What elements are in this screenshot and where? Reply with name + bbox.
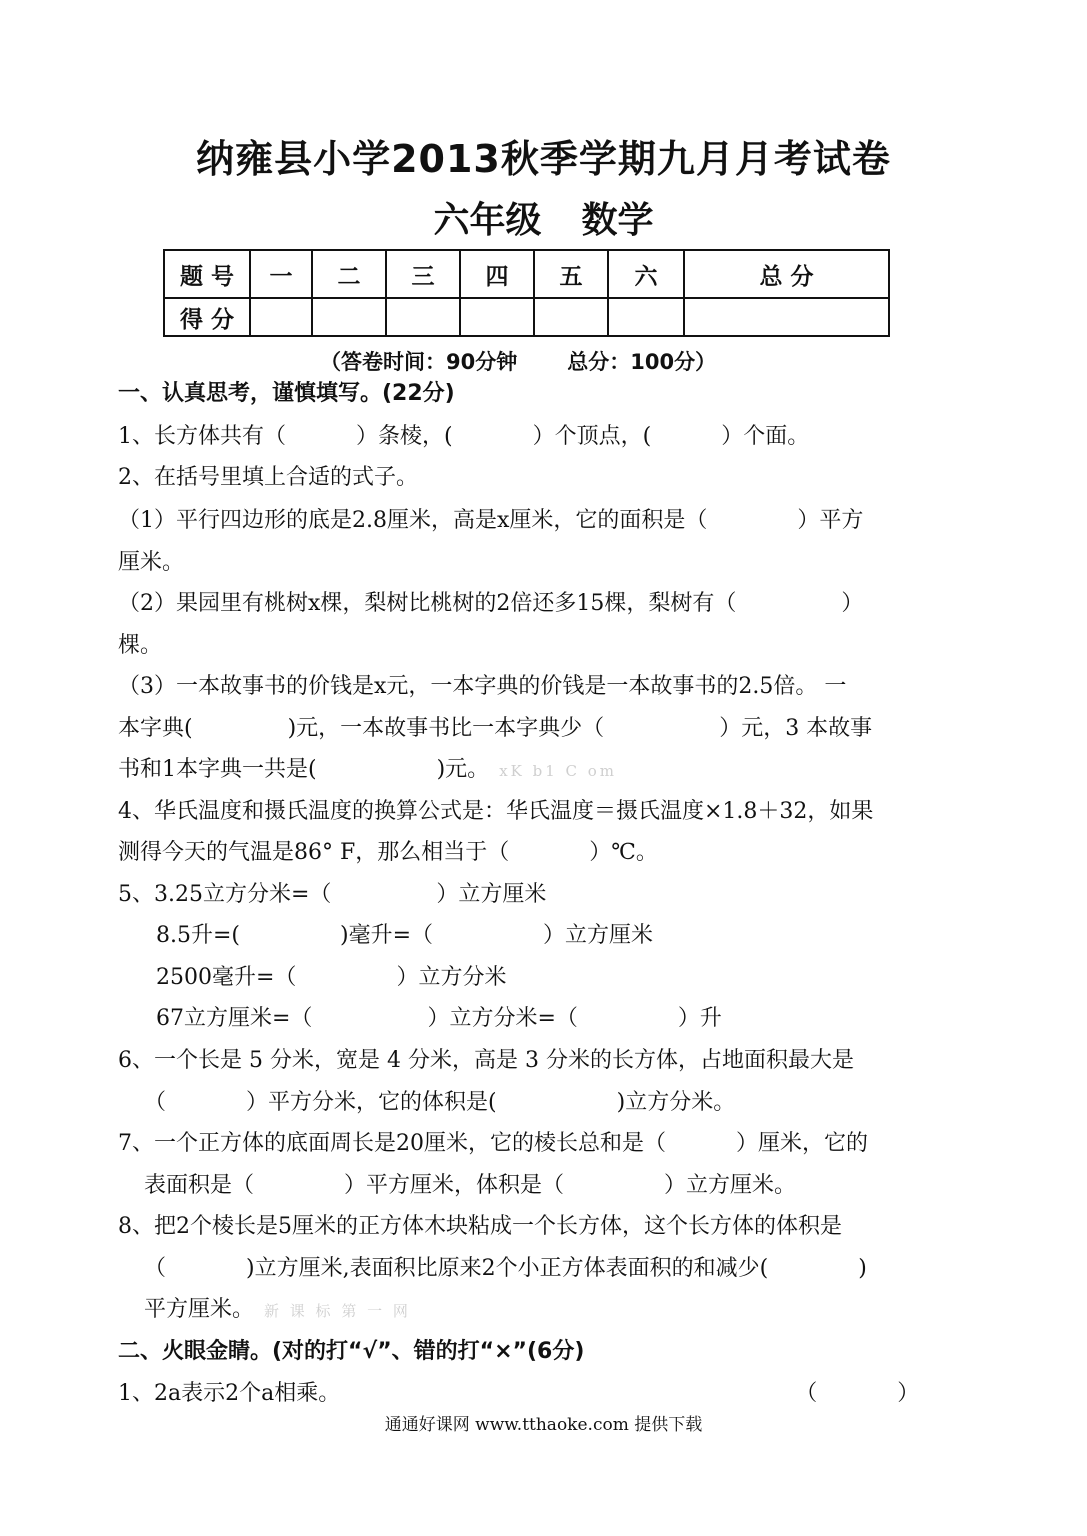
question-5-c: 2500毫升=（ ）立方分米 — [156, 965, 507, 990]
grade-label: 六年级 — [433, 200, 542, 241]
score-cell[interactable] — [460, 298, 534, 336]
question-6-cont: （ ）平方分米，它的体积是( )立方分米。 — [144, 1090, 736, 1115]
section-2-question-1: 1、2a表示2个a相乘。 （ ） — [118, 1381, 920, 1406]
question-4: 4、华氏温度和摄氏温度的换算公式是：华氏温度＝摄氏温度×1.8＋32，如果 — [118, 799, 874, 824]
question-5: 5、3.25立方分米=（ ）立方厘米 — [118, 882, 547, 907]
section-2-title: 二、火眼金睛。(对的打“√”、错的打“×”(6分) — [118, 1339, 585, 1364]
question-number-label: 题 号 — [164, 250, 250, 298]
footer: 通通好课网 www.tthaoke.com 提供下载 — [384, 1415, 703, 1435]
exam-title: 纳雍县小学2013秋季学期九月月考试卷 — [196, 137, 891, 181]
question-2-3: （3）一本故事书的价钱是x元，一本字典的价钱是一本故事书的2.5倍。 一 — [118, 674, 847, 699]
col-1: 一 — [250, 250, 312, 298]
score-cell[interactable] — [386, 298, 460, 336]
question-5-b: 8.5升=( )毫升=（ ）立方厘米 — [156, 923, 654, 948]
col-3: 三 — [386, 250, 460, 298]
grade-subject — [0, 192, 1087, 243]
score-cell[interactable] — [534, 298, 608, 336]
question-2: 2、在括号里填上合适的式子。 — [118, 465, 418, 490]
section-1-title: 一、认真思考，谨慎填写。(22分) — [118, 381, 455, 406]
question-6: 6、一个长是 5 分米，宽是 4 分米，高是 3 分米的长方体，占地面积最大是 — [118, 1048, 854, 1073]
subject-label: 数学 — [581, 200, 654, 241]
score-label: 得 分 — [164, 298, 250, 336]
exam-info — [320, 346, 716, 376]
col-2: 二 — [312, 250, 386, 298]
question-2-2-cont: 棵。 — [118, 633, 163, 658]
col-total: 总 分 — [684, 250, 889, 298]
question-2-2: （2）果园里有桃树x棵，梨树比桃树的2倍还多15棵，梨树有（ ） — [118, 591, 864, 616]
question-7: 7、一个正方体的底面周长是20厘米，它的棱长总和是（ ）厘米，它的 — [118, 1131, 869, 1156]
question-8-cont2: 平方厘米。 新 课 标 第 一 网 — [144, 1297, 411, 1322]
question-2-3-cont2: 书和1本字典一共是( )元。 xK b1 C om — [118, 757, 618, 782]
score-row — [164, 298, 889, 336]
question-8: 8、把2个棱长是5厘米的正方体木块粘成一个长方体，这个长方体的体积是 — [118, 1214, 842, 1239]
question-5-d: 67立方厘米=（ ）立方分米=（ ）升 — [156, 1006, 722, 1031]
col-4: 四 — [460, 250, 534, 298]
question-2-1: （1）平行四边形的底是2.8厘米，高是x厘米，它的面积是（ ）平方 — [118, 508, 864, 533]
score-cell[interactable] — [684, 298, 889, 336]
question-4-cont: 测得今天的气温是86° F，那么相当于（ ）℃。 — [118, 840, 658, 865]
score-cell[interactable] — [312, 298, 386, 336]
question-2-1-cont: 厘米。 — [118, 550, 185, 575]
col-6: 六 — [608, 250, 684, 298]
question-8-cont: （ )立方厘米,表面积比原来2个小正方体表面积的和减少( ) — [144, 1256, 867, 1281]
watermark: xK b1 C om — [499, 762, 618, 780]
question-7-cont: 表面积是（ ）平方厘米，体积是（ ）立方厘米。 — [144, 1173, 797, 1198]
score-table — [163, 249, 890, 337]
question-2-3-cont: 本字典( )元，一本故事书比一本字典少（ ）元，3 本故事 — [118, 716, 873, 741]
col-5: 五 — [534, 250, 608, 298]
score-cell[interactable] — [608, 298, 684, 336]
question-1: 1、长方体共有（ ）条棱，( ）个顶点，( ）个面。 — [118, 424, 810, 449]
exam-total: 总分：100分） — [567, 350, 717, 374]
exam-time: （答卷时间：90分钟 — [320, 350, 518, 374]
watermark: 新 课 标 第 一 网 — [264, 1302, 411, 1320]
score-header-row — [164, 250, 889, 298]
score-cell[interactable] — [250, 298, 312, 336]
